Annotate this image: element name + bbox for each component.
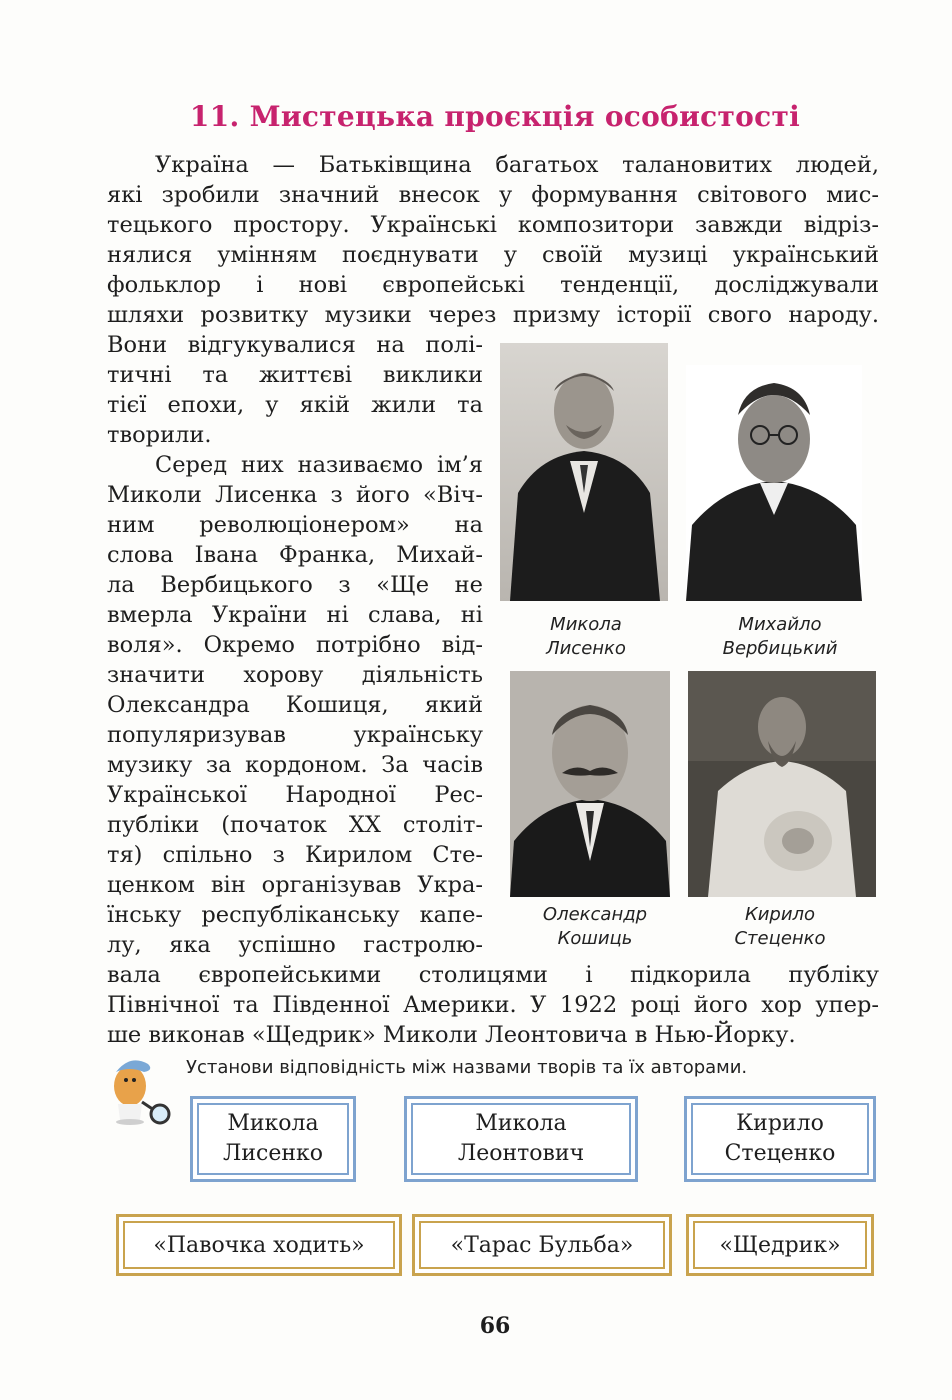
work-card-pavochka[interactable]	[116, 1214, 402, 1276]
caption-verbytskyi	[696, 613, 864, 661]
text-line: значити хорову діяльність	[107, 662, 483, 688]
portrait-illustration	[500, 343, 668, 601]
text-line: тичні та життєві виклики	[107, 362, 483, 388]
text-line: Олександра Кошиця, який	[107, 692, 483, 718]
portrait-illustration	[686, 365, 862, 601]
detective-mascot-icon	[104, 1050, 176, 1126]
portrait-illustration	[688, 671, 876, 897]
author-last-name: Лисенко	[222, 1141, 324, 1166]
text-line: нялися умінням поєднувати у своїй музиці український	[107, 242, 879, 268]
photo-verbytskyi	[686, 365, 862, 601]
page-number: 66	[479, 1313, 511, 1339]
text-line: Миколи Лисенка з його «Віч-	[107, 482, 483, 508]
caption-koshyts	[520, 903, 670, 951]
text-line: музику за кордоном. За часів	[107, 752, 483, 778]
work-title: «Тарас Бульба»	[450, 1232, 634, 1258]
caption-line: Вербицький	[722, 638, 838, 659]
work-card-shchedryk[interactable]	[686, 1214, 874, 1276]
caption-line: Стеценко	[734, 928, 826, 949]
text-line: фольклор і нові європейські тенденції, досліджували	[107, 272, 879, 298]
author-card-stetsenko[interactable]	[684, 1096, 876, 1182]
text-line: Української Народної Рес-	[107, 782, 483, 808]
author-last-name: Леонтович	[457, 1141, 585, 1166]
text-line: Україна — Батьківщина багатьох талановитих людей,	[155, 152, 879, 178]
text-line: ла Вербицького з «Ще не	[107, 572, 483, 598]
text-line: лу, яка успішно гастролю-	[107, 932, 483, 958]
text-line: слова Івана Франка, Михай-	[107, 542, 483, 568]
text-line: воля». Окремо потрібно від-	[107, 632, 483, 658]
author-card-leontovych[interactable]	[404, 1096, 638, 1182]
text-line: Серед них називаємо ім’я	[155, 452, 483, 478]
author-first-name: Микола	[475, 1111, 567, 1136]
text-line: тієї епохи, у якій жили та	[107, 392, 483, 418]
text-line: їнську республіканську капе-	[107, 902, 483, 928]
text-line: вмерла України ні слава, ні	[107, 602, 483, 628]
caption-line: Лисенко	[546, 638, 626, 659]
text-line: вала європейськими столицями і підкорила публіку	[107, 962, 879, 988]
portrait-illustration	[510, 671, 670, 897]
text-line: тецького простору. Українські композитори завжди відріз-	[107, 212, 879, 238]
text-line: ним революціонером» на	[107, 512, 483, 538]
author-first-name: Кирило	[736, 1111, 824, 1136]
photo-koshyts	[510, 671, 670, 897]
task-instruction: Установи відповідність між назвами творів та їх авторами.	[186, 1057, 748, 1078]
text-line: творили.	[107, 422, 212, 448]
author-first-name: Микола	[227, 1111, 319, 1136]
photo-stetsenko	[688, 671, 876, 897]
caption-line: Кошиць	[557, 928, 633, 949]
caption-lysenko	[520, 613, 652, 661]
work-title: «Щедрик»	[719, 1232, 841, 1258]
author-card-lysenko[interactable]	[190, 1096, 356, 1182]
text-line: публіки (початок XX століт-	[107, 812, 483, 838]
text-line: шляхи розвитку музики через призму історії свого народу.	[107, 302, 879, 328]
work-card-taras-bulba[interactable]	[412, 1214, 672, 1276]
text-line: тя) спільно з Кирилом Сте-	[107, 842, 483, 868]
text-line: популяризував українську	[107, 722, 483, 748]
text-line: Вони відгукувалися на полі-	[107, 332, 483, 358]
text-line: Північної та Південної Америки. У 1922 році його хор упер-	[107, 992, 879, 1018]
caption-line: Кирило	[744, 904, 816, 925]
caption-line: Олександр	[542, 904, 648, 925]
chapter-title: 11. Мистецька проєкція особистості	[189, 100, 801, 133]
caption-line: Михайло	[738, 614, 822, 635]
text-line: які зробили значний внесок у формування світового мис-	[107, 182, 879, 208]
text-line: ценком він організував Укра-	[107, 872, 483, 898]
author-last-name: Стеценко	[724, 1141, 836, 1166]
caption-stetsenko	[706, 903, 854, 951]
text-line: ше виконав «Щедрик» Миколи Леонтовича в Нью-Йорку.	[107, 1022, 796, 1048]
work-title: «Павочка ходить»	[153, 1232, 365, 1258]
photo-lysenko	[500, 343, 668, 601]
caption-line: Микола	[550, 614, 622, 635]
